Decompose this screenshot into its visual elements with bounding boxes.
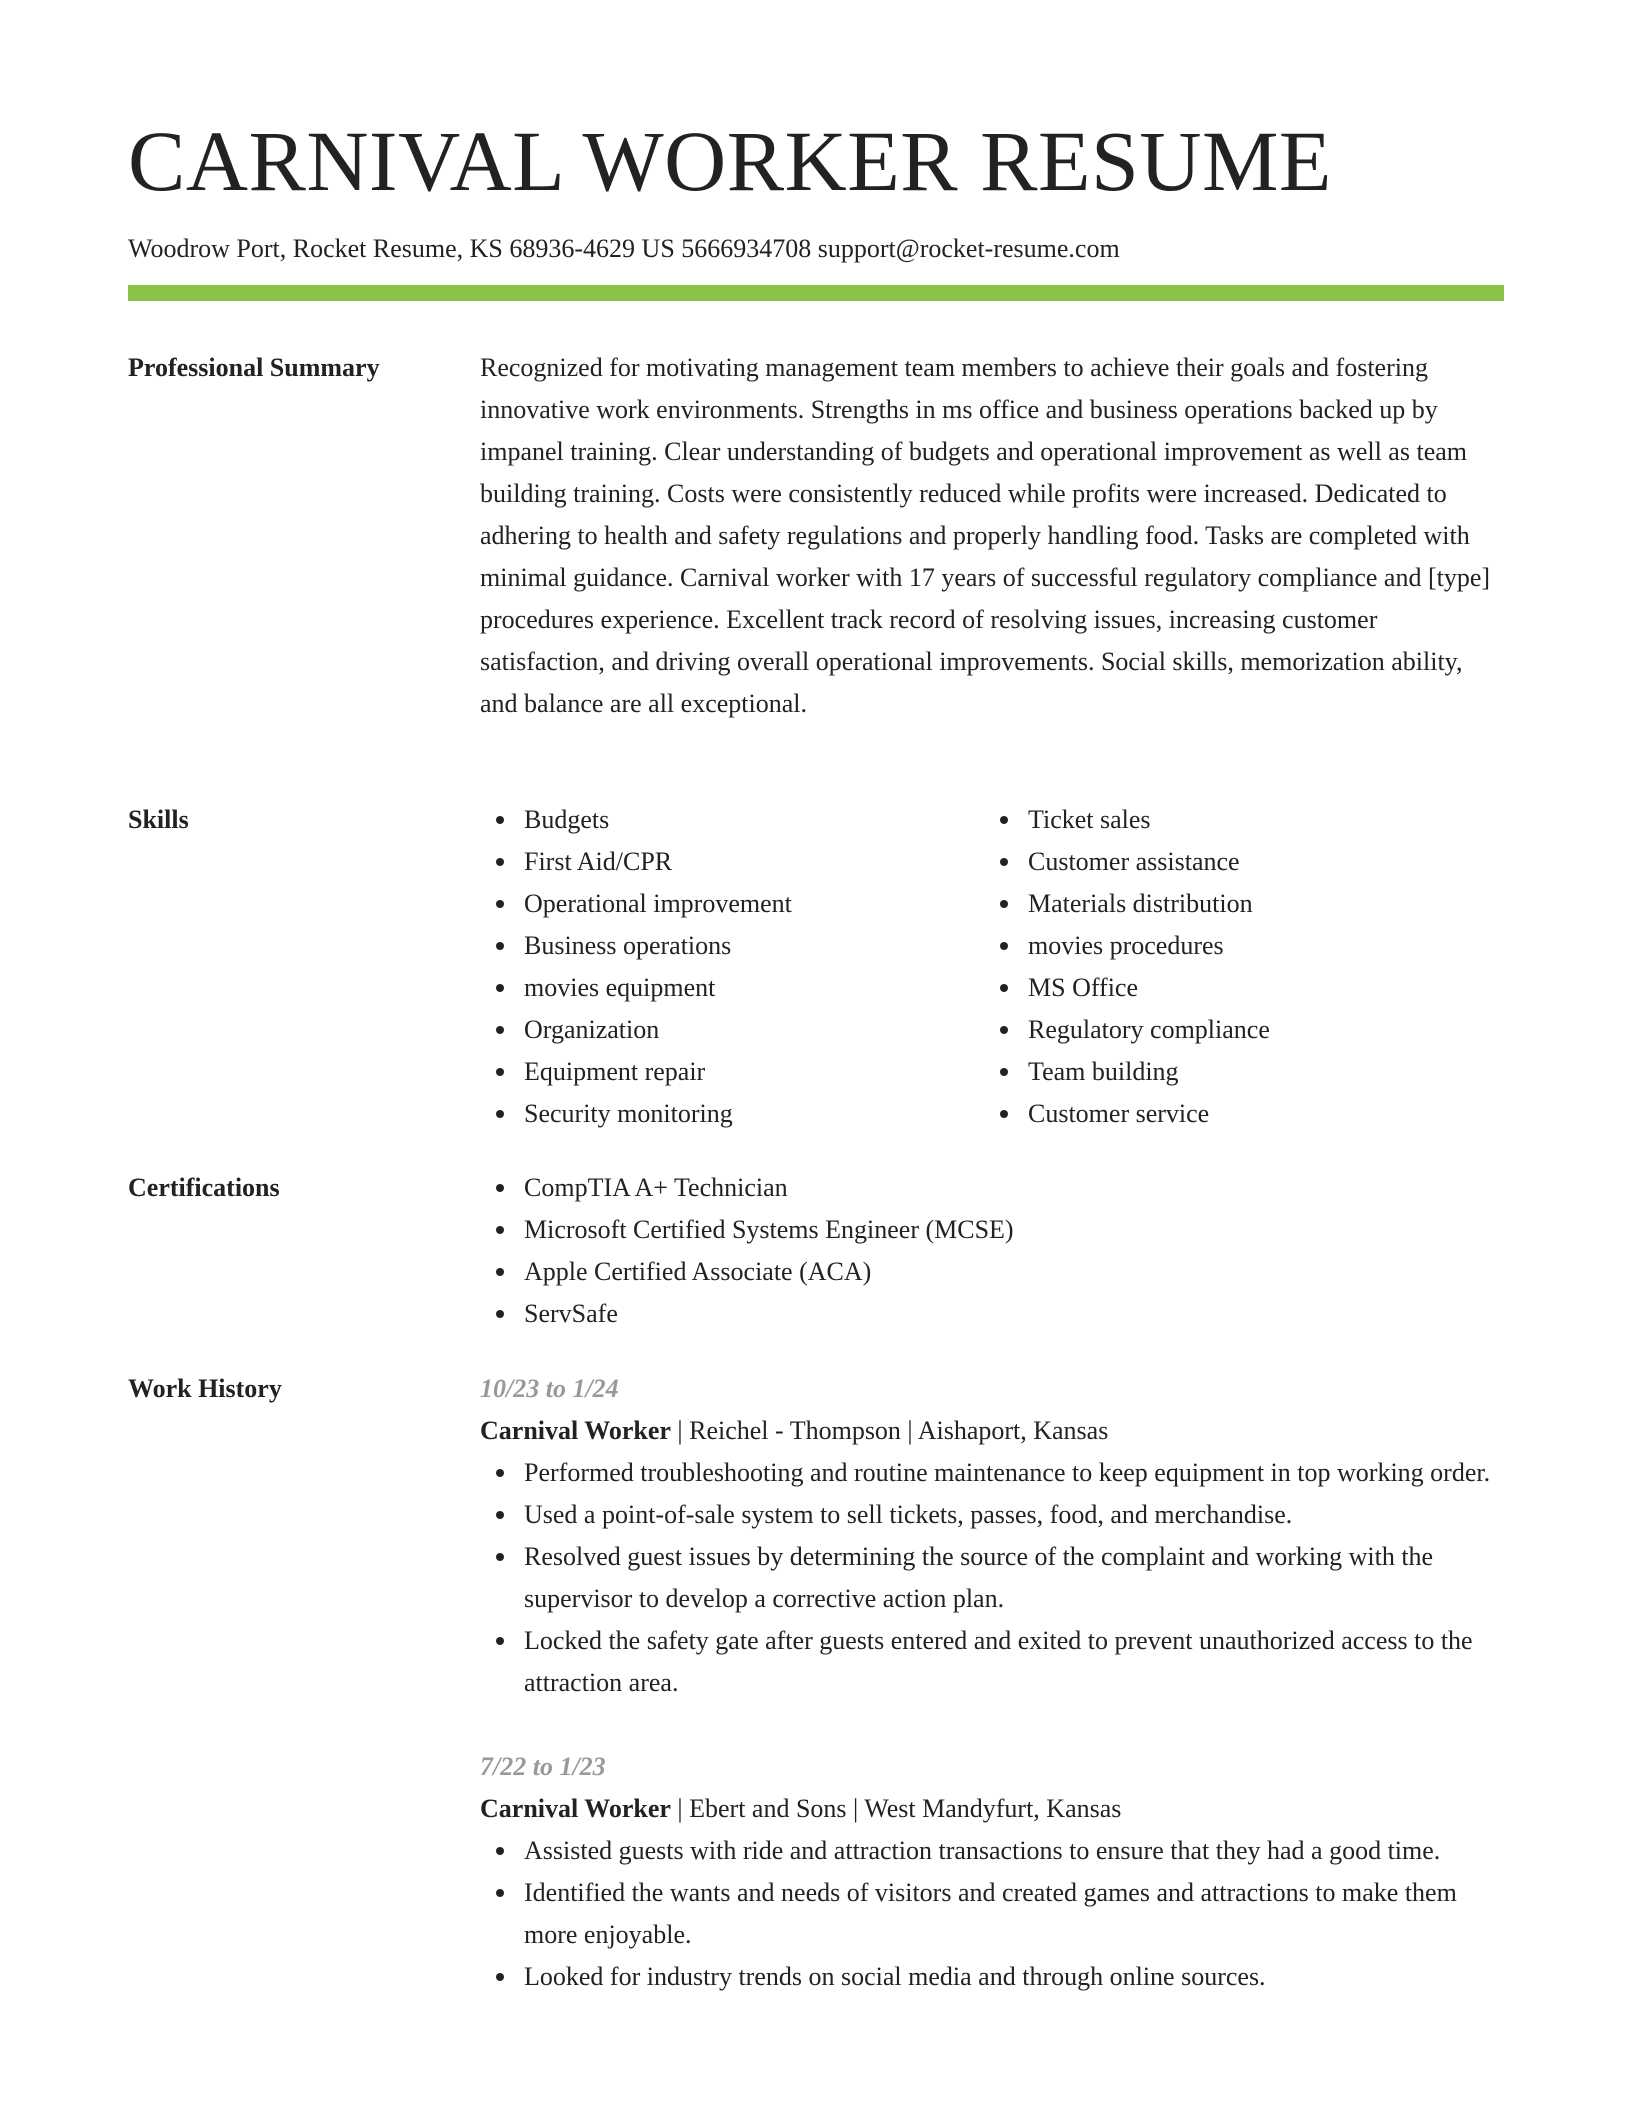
skills-list-right xyxy=(984,799,1484,1135)
skills-column-right xyxy=(984,799,1484,1135)
job-bullet: Used a point-of-sale system to sell tickets, passes, food, and merchandise. xyxy=(480,1494,1504,1536)
job-header xyxy=(480,1788,1504,1830)
job-entry xyxy=(480,1746,1504,1998)
skill-item: MS Office xyxy=(984,967,1484,1009)
certification-item: ServSafe xyxy=(480,1293,1504,1335)
certifications-body xyxy=(480,1167,1504,1335)
certification-item: Apple Certified Associate (ACA) xyxy=(480,1251,1504,1293)
job-bullet: Resolved guest issues by determining the source of the complaint and working with the supervisor to develop a corrective action plan. xyxy=(480,1536,1504,1620)
skill-item: Operational improvement xyxy=(480,883,980,925)
job-header xyxy=(480,1410,1504,1452)
skill-item: Team building xyxy=(984,1051,1484,1093)
job-bullet-list xyxy=(480,1830,1504,1998)
job-bullet: Looked for industry trends on social media and through online sources. xyxy=(480,1956,1504,1998)
skill-item: Business operations xyxy=(480,925,980,967)
skill-item: Organization xyxy=(480,1009,980,1051)
certification-item: CompTIA A+ Technician xyxy=(480,1167,1504,1209)
job-title: Carnival Worker xyxy=(480,1416,671,1445)
job-bullet: Assisted guests with ride and attraction transactions to ensure that they had a good time. xyxy=(480,1830,1504,1872)
job-date: 7/22 to 1/23 xyxy=(480,1752,606,1781)
certifications-label: Certifications xyxy=(128,1173,280,1202)
job-bullet: Identified the wants and needs of visitors and created games and attractions to make them more enjoyable. xyxy=(480,1872,1504,1956)
skill-item: Regulatory compliance xyxy=(984,1009,1484,1051)
job-entry xyxy=(480,1368,1504,1704)
skills-column-left xyxy=(480,799,980,1135)
summary-label: Professional Summary xyxy=(128,353,380,382)
header-divider xyxy=(128,285,1504,301)
certifications-list xyxy=(480,1167,1504,1335)
job-bullet: Performed troubleshooting and routine maintenance to keep equipment in top working order. xyxy=(480,1452,1504,1494)
skill-item: Ticket sales xyxy=(984,799,1484,841)
skills-list-left xyxy=(480,799,980,1135)
skill-item: Budgets xyxy=(480,799,980,841)
job-title: Carnival Worker xyxy=(480,1794,671,1823)
certification-item: Microsoft Certified Systems Engineer (MCSE) xyxy=(480,1209,1504,1251)
job-bullet-list xyxy=(480,1452,1504,1704)
skills-label: Skills xyxy=(128,805,189,834)
resume-title: CARNIVAL WORKER RESUME xyxy=(128,113,1332,209)
work-history-body xyxy=(480,1368,1504,2040)
skill-item: Customer service xyxy=(984,1093,1484,1135)
skill-item: Materials distribution xyxy=(984,883,1484,925)
skill-item: Customer assistance xyxy=(984,841,1484,883)
skill-item: movies procedures xyxy=(984,925,1484,967)
skill-item: Equipment repair xyxy=(480,1051,980,1093)
job-bullet: Locked the safety gate after guests entered and exited to prevent unauthorized access to the attraction area. xyxy=(480,1620,1504,1704)
job-date: 10/23 to 1/24 xyxy=(480,1374,619,1403)
skill-item: First Aid/CPR xyxy=(480,841,980,883)
contact-line: Woodrow Port, Rocket Resume, KS 68936-4629 US 5666934708 support@rocket-resume.com xyxy=(128,234,1120,263)
job-company-location: | Ebert and Sons | West Mandyfurt, Kansas xyxy=(670,1794,1122,1823)
job-company-location: | Reichel - Thompson | Aishaport, Kansas xyxy=(670,1416,1109,1445)
skill-item: Security monitoring xyxy=(480,1093,980,1135)
summary-body xyxy=(480,347,1504,725)
skill-item: movies equipment xyxy=(480,967,980,1009)
work-history-label: Work History xyxy=(128,1374,282,1403)
summary-text: Recognized for motivating management team members to achieve their goals and fostering innovative work environments. Strengths in ms office and business operations backed up by impanel training. Clear understanding of budgets and operational improvement as well as team building training. Costs were consistently reduced while profits were increased. Dedicated to adhering to health and safety regulations and properly handling food. Tasks are completed with minimal guidance. Carnival worker with 17 years of successful regulatory compliance and [type] procedures experience. Excellent track record of resolving issues, increasing customer satisfaction, and driving overall operational improvements. Social skills, memorization ability, and balance are all exceptional. xyxy=(480,353,1491,718)
